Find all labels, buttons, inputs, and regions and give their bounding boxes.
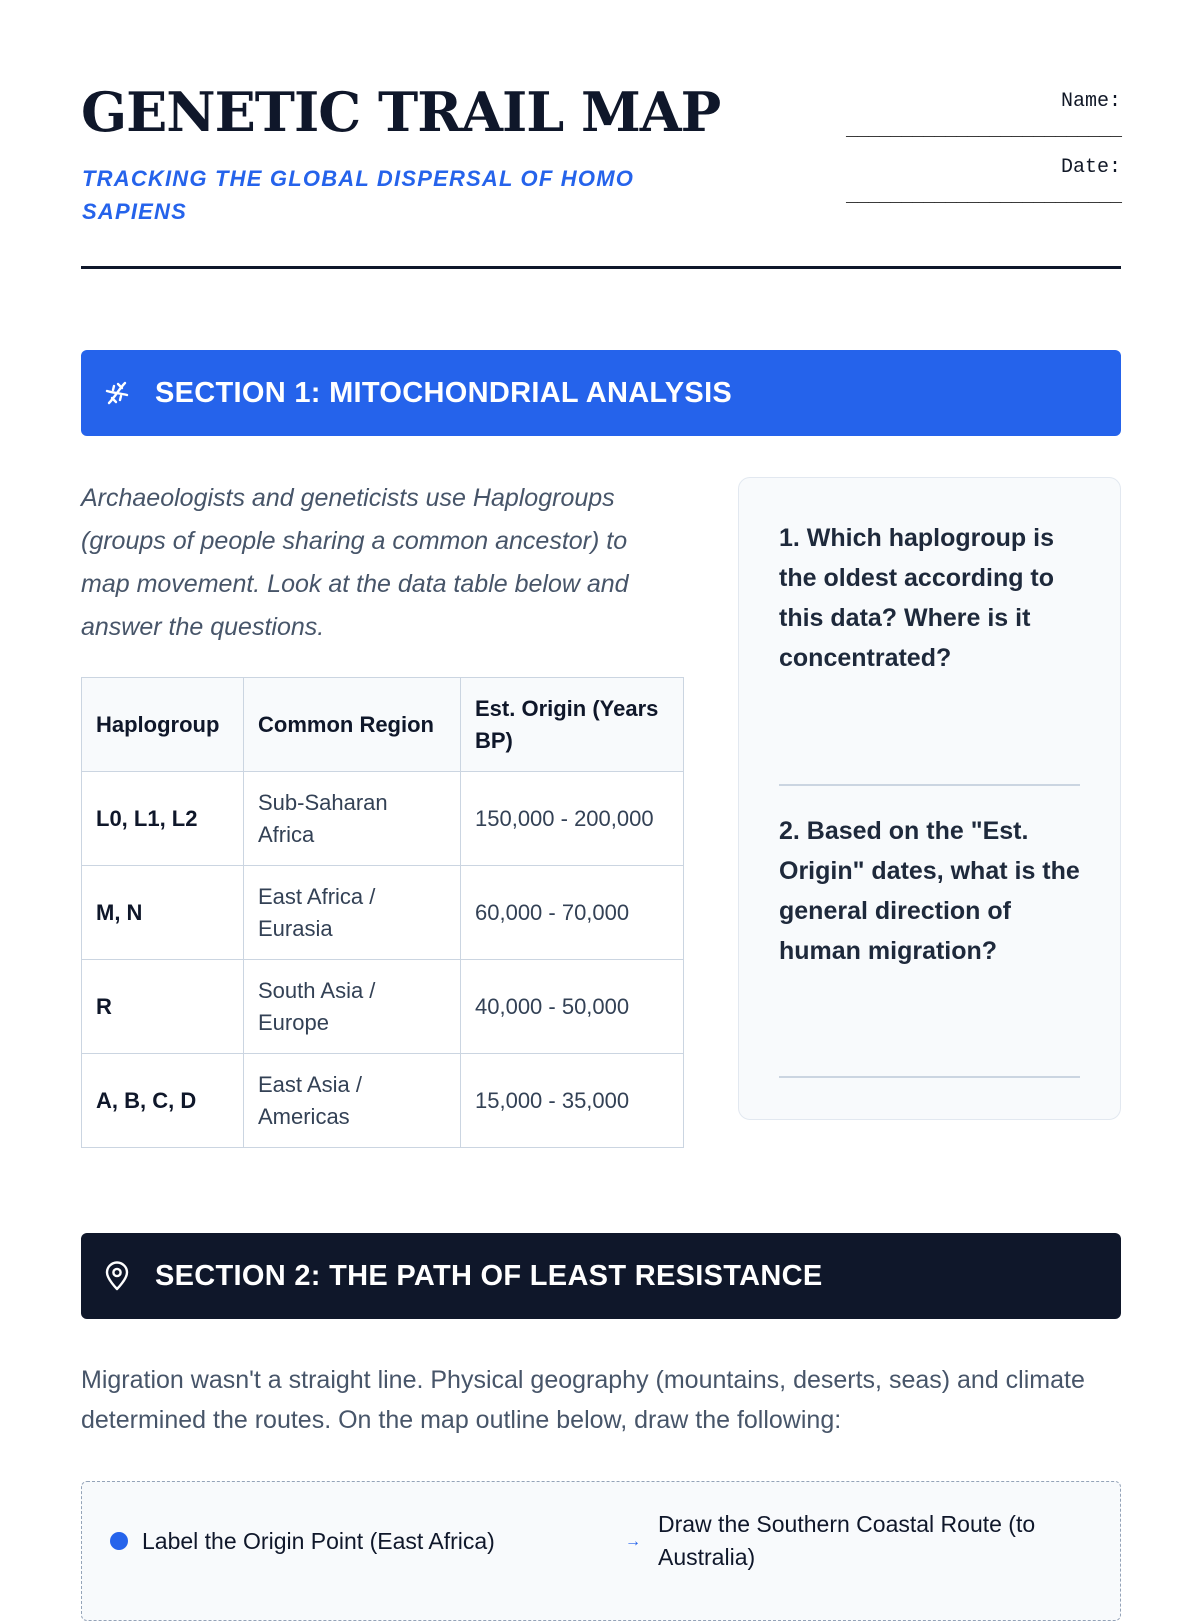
map-pin-icon	[101, 1260, 133, 1292]
table-cell: 40,000 - 50,000	[461, 960, 684, 1054]
name-label: Name:	[1060, 90, 1121, 113]
table-cell: East Africa / Eurasia	[244, 866, 461, 960]
table-cell: Sub-Saharan Africa	[244, 772, 461, 866]
arrow-right-icon: →	[625, 1532, 641, 1550]
table-cell: L0, L1, L2	[82, 772, 244, 866]
column-header: Est. Origin (Years BP)	[461, 678, 684, 772]
header-divider	[81, 266, 1121, 269]
table-cell: South Asia / Europe	[244, 960, 461, 1054]
task-label: Label the Origin Point (East Africa)	[142, 1527, 495, 1554]
table-row	[82, 772, 684, 866]
table-cell: East Asia / Americas	[244, 1054, 461, 1148]
section-1-banner	[81, 350, 1121, 436]
column-header: Common Region	[244, 678, 461, 772]
haplogroup-table	[81, 677, 684, 1148]
page-subtitle: TRACKING THE GLOBAL DISPERSAL OF HOMO SAPIENS	[82, 166, 635, 224]
table-cell: R	[82, 960, 244, 1054]
section-2-intro: Migration wasn't a straight line. Physical geography (mountains, deserts, seas) and climate determined the routes. On the map outline below, draw the following:	[81, 1366, 1085, 1434]
name-field[interactable]: _________________________	[845, 119, 1121, 142]
bullet-dot-icon	[110, 1532, 128, 1550]
table-cell: 60,000 - 70,000	[461, 866, 684, 960]
page-title: GENETIC TRAIL MAP	[81, 80, 721, 144]
task-label: Draw the Southern Coastal Route (to Australia)	[658, 1511, 1036, 1570]
section-1-title: SECTION 1: MITOCHONDRIAL ANALYSIS	[155, 376, 733, 409]
date-field[interactable]: _________________________	[845, 185, 1121, 208]
list-item	[110, 1506, 495, 1576]
section-2-banner	[81, 1233, 1121, 1319]
answer-line-1[interactable]	[779, 784, 1080, 786]
table-row	[82, 866, 684, 960]
column-header: Haplogroup	[82, 678, 244, 772]
answer-line-2[interactable]	[779, 1076, 1080, 1078]
dna-icon	[101, 377, 133, 409]
table-cell: 15,000 - 35,000	[461, 1054, 684, 1148]
student-info	[846, 90, 1121, 222]
table-header-row	[82, 678, 684, 772]
worksheet-header	[81, 80, 1121, 270]
section-1-intro: Archaeologists and geneticists use Haplogroups (groups of people sharing a common ancestor) to map movement. Look at the data table below and answer the questions.	[81, 484, 629, 641]
section-2-title: SECTION 2: THE PATH OF LEAST RESISTANCE	[155, 1259, 823, 1292]
questions-panel	[738, 477, 1121, 1120]
table-row	[82, 960, 684, 1054]
table-cell: 150,000 - 200,000	[461, 772, 684, 866]
date-label: Date:	[1060, 156, 1121, 179]
question-2: 2. Based on the "Est. Origin" dates, what is the general direction of human migration?	[779, 817, 1080, 965]
table-cell: M, N	[82, 866, 244, 960]
list-item	[622, 1506, 1092, 1576]
map-task-list	[81, 1481, 1121, 1621]
table-cell: A, B, C, D	[82, 1054, 244, 1148]
question-1: 1. Which haplogroup is the oldest according to this data? Where is it concentrated?	[779, 524, 1055, 672]
table-row	[82, 1054, 684, 1148]
